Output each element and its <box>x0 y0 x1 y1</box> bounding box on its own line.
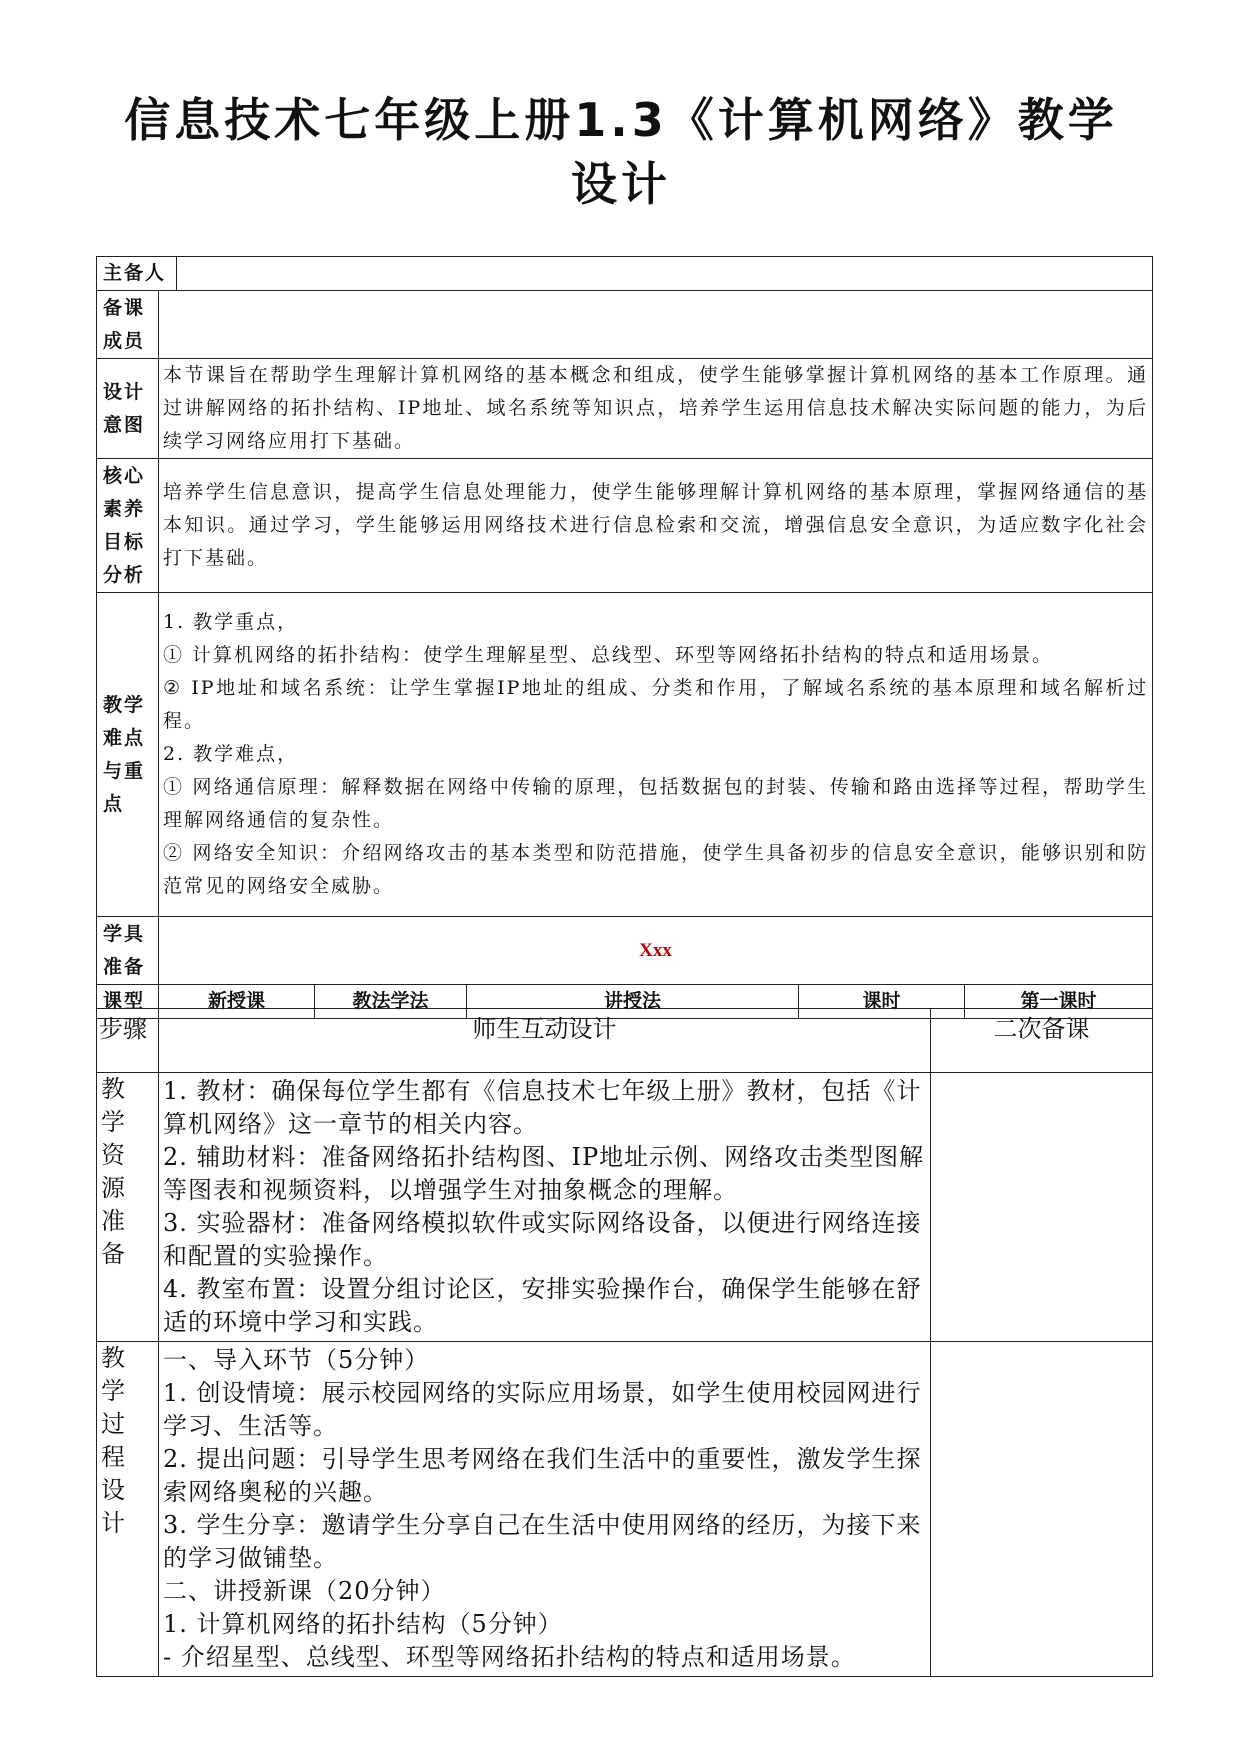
process-line: 2. 提出问题：引导学生思考网络在我们生活中的重要性，激发学生探索网络奥秘的兴趣。 <box>163 1445 922 1506</box>
second-prep-header: 二次备课 <box>931 1009 1153 1073</box>
tools-label: 学具准备 <box>97 917 159 985</box>
teaching-plan-table <box>96 1008 1153 1677</box>
process-content <box>159 1342 931 1677</box>
key-difficult-label: 教学难点与重点 <box>97 593 159 917</box>
resources-second-prep <box>931 1073 1153 1342</box>
core-literacy-text: 培养学生信息意识，提高学生信息处理能力，使学生能够理解计算机网络的基本原理，掌握网络通信的基本知识。通过学习，学生能够运用网络技术进行信息检索和交流，增强信息安全意识，为适应数字化社会打下基础。 <box>159 459 1153 593</box>
class-hours-value: 第一课时 <box>965 985 1153 1019</box>
resources-content <box>159 1073 931 1342</box>
lesson-type-value: 新授课 <box>159 985 315 1019</box>
resources-label-text: 教学资源准备 <box>101 1075 125 1268</box>
resources-line: 4. 教室布置：设置分组讨论区，安排实验操作台，确保学生能够在舒适的环境中学习和实践。 <box>163 1275 922 1336</box>
process-line: 1. 计算机网络的拓扑结构（5分钟） <box>163 1610 563 1638</box>
key-line: ② 网络安全知识：介绍网络攻击的基本类型和防范措施，使学生具备初步的信息安全意识，能够识别和防范常见的网络安全威胁。 <box>163 842 1149 897</box>
key-line: 2. 教学难点， <box>163 743 299 765</box>
lead-teacher-value <box>177 257 1153 291</box>
interaction-design-header: 师生互动设计 <box>159 1009 931 1073</box>
lesson-type-label: 课型 <box>97 985 159 1019</box>
key-difficult-content <box>159 593 1153 917</box>
title-line-2: 设计 <box>571 157 671 211</box>
design-intent-text: 本节课旨在帮助学生理解计算机网络的基本概念和组成，使学生能够掌握计算机网络的基本工作原理。通过讲解网络的拓扑结构、IP地址、域名系统等知识点，培养学生运用信息技术解决实际问题的能力，为后续学习网络应用打下基础。 <box>159 359 1153 459</box>
resources-line: 1. 教材：确保每位学生都有《信息技术七年级上册》教材，包括《计算机网络》这一章节的相关内容。 <box>163 1077 922 1138</box>
core-literacy-label: 核心素养目标分析 <box>97 459 159 593</box>
members-value <box>159 291 1153 359</box>
process-line: 一、导入环节（5分钟） <box>163 1346 430 1374</box>
process-line: - 介绍星型、总线型、环型等网络拓扑结构的特点和适用场景。 <box>163 1643 856 1671</box>
lesson-info-table <box>96 256 1153 1019</box>
resources-line: 3. 实验器材：准备网络模拟软件或实际网络设备，以便进行网络连接和配置的实验操作。 <box>163 1209 922 1270</box>
process-line: 1. 创设情境：展示校园网络的实际应用场景，如学生使用校园网进行学习、生活等。 <box>163 1379 922 1440</box>
design-intent-label: 设计意图 <box>97 359 159 459</box>
resources-line: 2. 辅助材料：准备网络拓扑结构图、IP地址示例、网络攻击类型图解等图表和视频资料，以增强学生对抽象概念的理解。 <box>163 1143 925 1204</box>
key-line: ① 计算机网络的拓扑结构：使学生理解星型、总线型、环型等网络拓扑结构的特点和适用场景。 <box>163 644 1054 666</box>
resources-label <box>97 1073 159 1342</box>
key-line: ① 网络通信原理：解释数据在网络中传输的原理，包括数据包的封装、传输和路由选择等过程，帮助学生理解网络通信的复杂性。 <box>163 776 1149 831</box>
process-label <box>97 1342 159 1677</box>
method-value: 讲授法 <box>467 985 799 1019</box>
method-label: 教法学法 <box>315 985 467 1019</box>
process-second-prep <box>931 1342 1153 1677</box>
document-title <box>96 88 1146 216</box>
members-label: 备课成员 <box>97 291 159 359</box>
tools-value: Xxx <box>159 917 1153 985</box>
process-line: 二、讲授新课（20分钟） <box>163 1577 446 1605</box>
key-line: 1. 教学重点， <box>163 611 299 633</box>
process-line: 3. 学生分享：邀请学生分享自己在生活中使用网络的经历，为接下来的学习做铺垫。 <box>163 1511 922 1572</box>
step-header: 步骤 <box>97 1009 159 1073</box>
process-label-text: 教学过程设计 <box>101 1344 125 1537</box>
key-line: ② IP地址和域名系统：让学生掌握IP地址的组成、分类和作用，了解域名系统的基本原理和域名解析过程。 <box>163 677 1149 732</box>
class-hours-label: 课时 <box>799 985 965 1019</box>
lead-teacher-label: 主备人 <box>97 257 177 291</box>
title-line-1: 信息技术七年级上册1.3《计算机网络》教学 <box>124 93 1118 147</box>
